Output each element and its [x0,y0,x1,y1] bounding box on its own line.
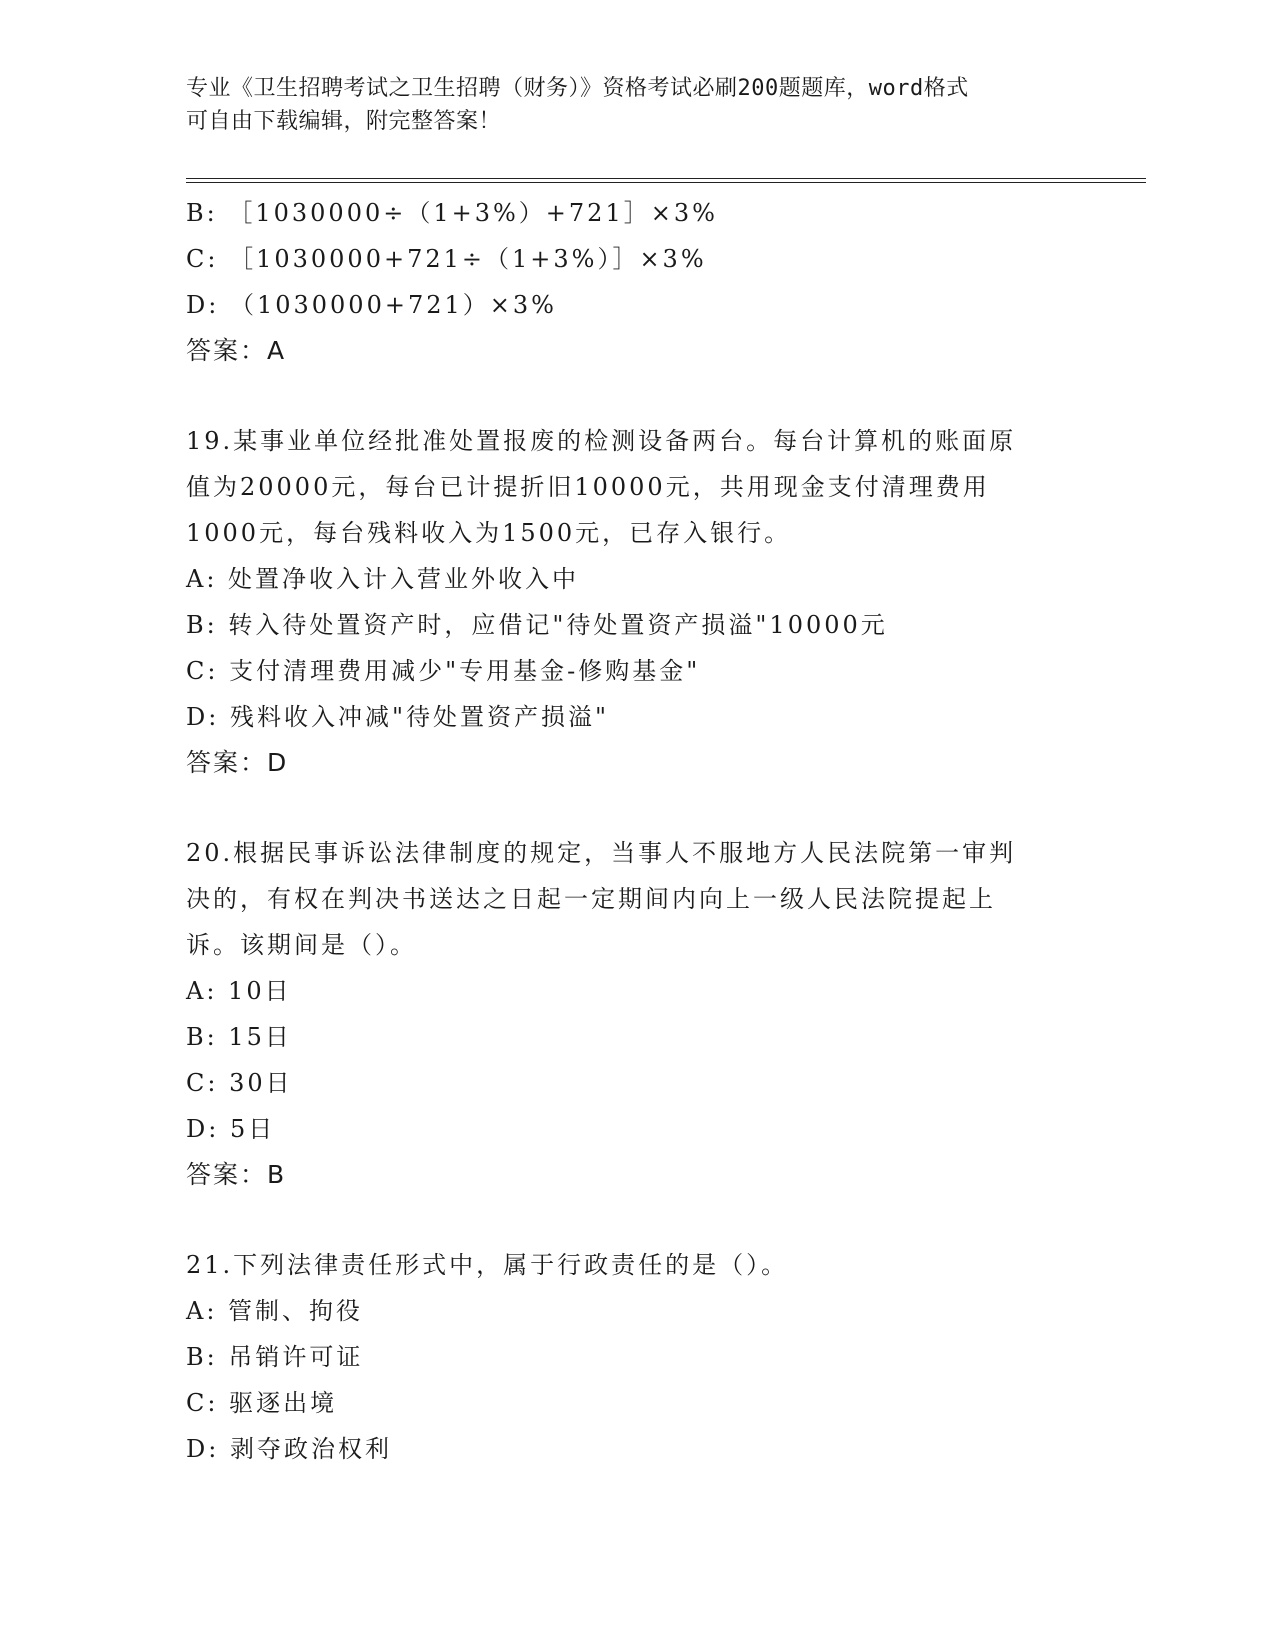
option-b: B: 转入待处置资产时，应借记"待处置资产损溢"10000元 [186,611,888,639]
document-header [186,72,1086,138]
header-line-2: 可自由下载编辑，附完整答案！ [186,109,502,134]
question-stem-line: 决的，有权在判决书送达之日起一定期间内向上一级人民法院提起上 [186,885,996,913]
option-b: B: ［1030000÷（1+3%）+721］×3% [186,199,718,227]
header-line-1: 专业《卫生招聘考试之卫生招聘（财务）》资格考试必刷200题题库，word格式 [186,76,969,101]
answer: 答案：A [186,336,287,365]
question-18 [186,190,1086,374]
spacer [186,1198,1086,1242]
question-stem-line: 19.某事业单位经批准处置报废的检测设备两台。每台计算机的账面原 [186,427,1017,455]
question-21 [186,1242,1086,1472]
option-c: C: ［1030000+721÷（1+3%）］×3% [186,245,707,273]
question-stem-line: 1000元，每台残料收入为1500元，已存入银行。 [186,519,792,547]
header-divider-bottom [186,182,1146,183]
answer: 答案：D [186,748,289,777]
option-d: D: （1030000+721）×3% [186,291,557,319]
question-20 [186,830,1086,1198]
spacer [186,786,1086,830]
question-stem-line: 21.下列法律责任形式中，属于行政责任的是（）。 [186,1251,789,1279]
answer: 答案：B [186,1160,287,1189]
option-d: D: 剥夺政治权利 [186,1435,392,1463]
spacer [186,374,1086,418]
option-b: B: 吊销许可证 [186,1343,364,1371]
question-stem-line: 值为20000元，每台已计提折旧10000元，共用现金支付清理费用 [186,473,990,501]
option-a: A: 处置净收入计入营业外收入中 [186,565,580,593]
option-d: D: 残料收入冲减"待处置资产损溢" [186,703,610,731]
question-stem-line: 20.根据民事诉讼法律制度的规定，当事人不服地方人民法院第一审判 [186,839,1017,867]
option-a: A: 10日 [186,977,292,1005]
option-c: C: 驱逐出境 [186,1389,338,1417]
question-stem-line: 诉。该期间是（）。 [186,931,417,959]
option-b: B: 15日 [186,1023,292,1051]
header-divider-top [186,178,1146,179]
question-19 [186,418,1086,786]
question-list [186,190,1086,1472]
option-c: C: 30日 [186,1069,293,1097]
option-c: C: 支付清理费用减少"专用基金-修购基金" [186,657,701,685]
option-a: A: 管制、拘役 [186,1297,364,1325]
option-d: D: 5日 [186,1115,276,1143]
